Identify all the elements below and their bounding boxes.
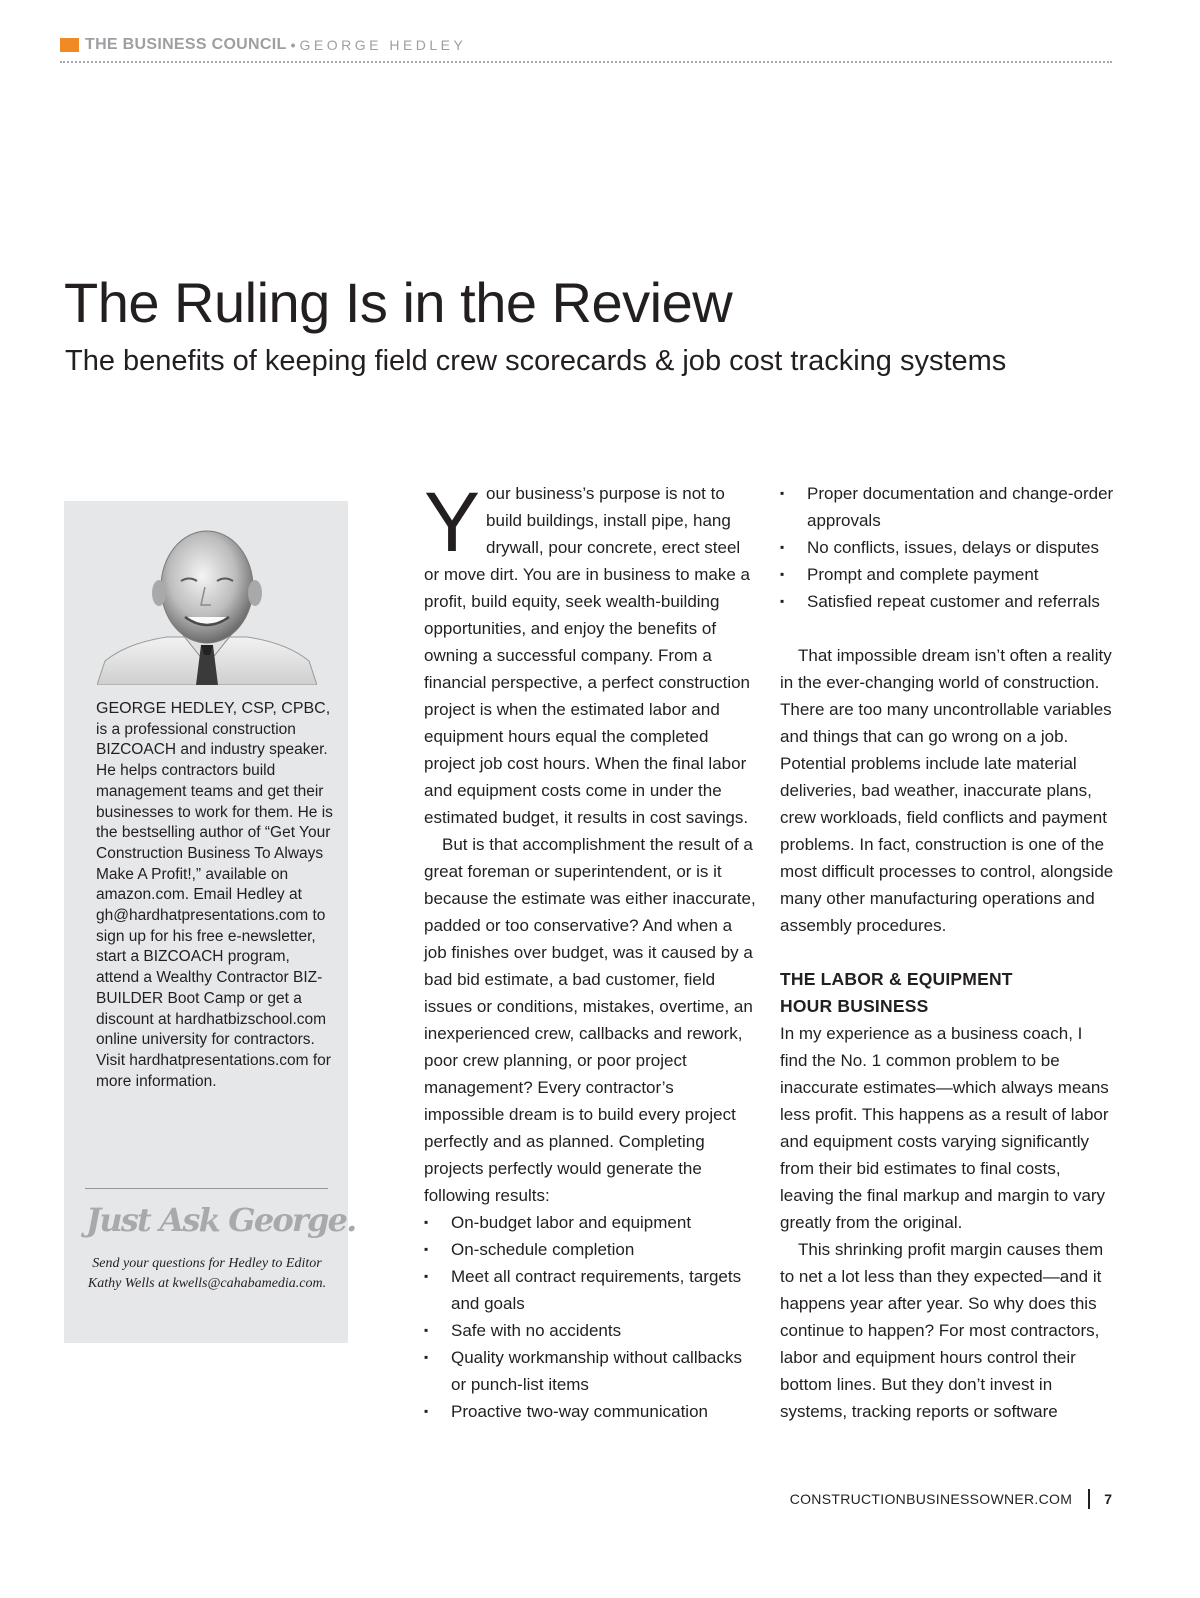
section-color-tab — [60, 38, 79, 52]
section-heading — [780, 966, 1114, 1020]
spacer — [780, 939, 1114, 966]
sidebar-divider — [85, 1188, 328, 1189]
list-item: ▪ Proactive two-way communication — [424, 1398, 758, 1425]
footer-divider — [1088, 1489, 1090, 1509]
section-heading-line: THE LABOR & EQUIPMENT — [780, 969, 1013, 989]
page-footer — [790, 1489, 1112, 1509]
list-item: ▪ Quality workmanship without callbacks or punch-list items — [424, 1344, 758, 1398]
body-paragraph — [424, 475, 758, 831]
list-item: ▪ On-budget labor and equipment — [424, 1209, 758, 1236]
running-header — [60, 36, 466, 54]
article-subtitle: The benefits of keeping field crew scorecards & job cost tracking systems — [65, 345, 1007, 377]
paragraph-text: our business’s purpose is not to build buildings, install pipe, hang drywall, pour concrete, erect steel or move dirt. You are in business to make a profit, build equity, seek wealth-building opportunities, and enjoy the benefits of owning a successful company. From a financial perspective, a perfect construction project is when the estimated labor and equipment hours equal the completed project job cost hours. When the final labor and equipment costs come in under the estimated budget, it results in cost savings. — [424, 484, 751, 827]
drop-cap: Y — [424, 475, 481, 569]
body-column-right — [780, 480, 1114, 1425]
list-item: ▪ Meet all contract requirements, targets and goals — [424, 1263, 758, 1317]
list-item: ▪ Proper documentation and change-order approvals — [780, 480, 1114, 534]
ask-george-body: Send your questions for Hedley to Editor Kathy Wells at kwells@cahabamedia.com. — [87, 1256, 327, 1291]
list-item: ▪ Safe with no accidents — [424, 1317, 758, 1344]
list-item: ▪ No conflicts, issues, delays or disputes — [780, 534, 1114, 561]
author-sidebar — [64, 501, 356, 1343]
article-title: The Ruling Is in the Review — [64, 271, 733, 334]
spacer — [780, 615, 1114, 642]
list-item: ▪ Satisfied repeat customer and referrals — [780, 588, 1114, 615]
body-paragraph: In my experience as a business coach, I find the No. 1 common problem to be inaccurate estimates—which always means less profit. This happens as a result of labor and equipment costs varying significantly from their bid estimates to final costs, leaving the final markup and margin to vary greatly from the original. — [780, 1024, 1109, 1232]
footer-site-url: CONSTRUCTIONBUSINESSOWNER.COM — [789, 1491, 1073, 1507]
page-number: 7 — [1104, 1491, 1112, 1507]
body-paragraph: That impossible dream isn’t often a reality in the ever-changing world of construction. There are too many uncontrollable variables and things that can go wrong on a job. Potential problems include late material deliveries, bad weather, inaccurate plans, crew workloads, field conflicts and payment problems. In fact, construction is one of the most difficult processes to control, alongside many other manufacturing operations and assembly procedures. — [780, 646, 1114, 935]
header-separator: • — [290, 37, 296, 53]
body-column-middle — [424, 475, 758, 1425]
author-bio-name: GEORGE HEDLEY, CSP, CPBC, — [96, 700, 331, 717]
header-divider — [60, 61, 1112, 63]
list-item: ▪ On-schedule completion — [424, 1236, 758, 1263]
author-bio — [96, 699, 336, 1092]
list-item: ▪ Prompt and complete payment — [780, 561, 1114, 588]
author-portrait-icon — [97, 525, 317, 685]
author-bio-text: is a professional construction BIZCOACH and industry speaker. He helps contractors build management teams and get their businesses to work for them. He is the bestselling author of “Get Your Construction Business To Always Make A Profit!,” available on amazon.com. Email Hedley at gh@hardhatpresentations.com to sign up for his free e-newsletter, start a BIZCOACH program, attend a Wealthy Contractor BIZ-BUILDER Boot Camp or get a discount at hardhatbizschool.com online university for contractors. Visit hardhatpresentations.com for more information. — [96, 720, 333, 1090]
section-name: THE BUSINESS COUNCIL — [85, 36, 287, 53]
ask-george-title: Just Ask George. — [86, 1201, 356, 1239]
header-author: GEORGE HEDLEY — [299, 37, 467, 53]
section-heading-line: HOUR BUSINESS — [780, 996, 929, 1016]
body-paragraph: This shrinking profit margin causes them to net a lot less than they expected—and it happens year after year. So why does this continue to happen? For most contractors, labor and equipment hours control their bottom lines. But they don’t invest in systems, tracking reports or software — [780, 1240, 1104, 1421]
body-paragraph: But is that accomplishment the result of a great foreman or superintendent, or is it because the estimate was either inaccurate, padded or too conservative? And when a job finishes over budget, was it caused by a bad bid estimate, a bad customer, field issues or conditions, mistakes, overtime, an inexperienced crew, callbacks and rework, poor crew planning, or poor project management? Every contractor’s impossible dream is to build every project perfectly and as planned. Completing projects perfectly would generate the following results: — [424, 835, 756, 1205]
